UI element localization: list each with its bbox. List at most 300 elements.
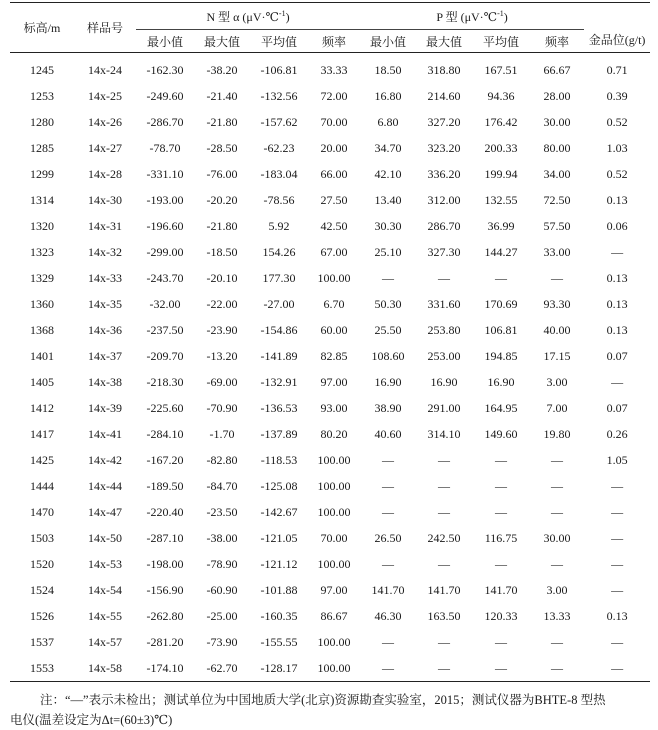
- header-sample: 样品号: [74, 3, 136, 53]
- cell-n-max: -73.90: [206, 634, 238, 649]
- cell-n-freq: 70.00: [320, 530, 348, 545]
- table-row: [10, 161, 650, 187]
- cell-n-avg: 5.92: [268, 218, 290, 233]
- cell-gold-grade: —: [611, 530, 624, 545]
- table-row: [10, 525, 650, 551]
- cell-n-min: -281.20: [146, 634, 184, 649]
- cell-n-max: -13.20: [206, 348, 238, 363]
- note-line-2: 电仪(温差设定为Δt=(60±3)℃): [10, 713, 173, 727]
- cell-p-min: —: [382, 504, 395, 519]
- cell-p-avg: 132.55: [484, 192, 518, 207]
- cell-gold-grade: —: [584, 655, 650, 682]
- cell-gold-grade: 0.07: [606, 400, 628, 415]
- cell-gold-grade: 0.71: [606, 62, 628, 77]
- cell-sample: 14x-25: [88, 88, 122, 103]
- cell-n-freq: 97.00: [320, 582, 348, 597]
- header-n-type: [136, 3, 360, 30]
- cell-n-min: -162.30: [146, 62, 184, 77]
- cell-p-freq: 33.00: [543, 244, 571, 259]
- cell-n-avg: -101.88: [260, 582, 298, 597]
- cell-p-max: 314.10: [427, 426, 461, 441]
- cell-elevation: 1320: [30, 218, 54, 233]
- cell-p-min: 50.30: [374, 296, 402, 311]
- cell-p-freq: 17.15: [543, 348, 571, 363]
- cell-n-freq: 86.67: [320, 608, 348, 623]
- cell-n-max: -60.90: [206, 582, 238, 597]
- cell-sample: 14x-35: [88, 296, 122, 311]
- cell-p-freq: 7.00: [546, 400, 568, 415]
- cell-elevation: 1368: [30, 322, 54, 337]
- cell-gold-grade: 0.13: [606, 608, 628, 623]
- cell-p-min: 16.80: [374, 88, 402, 103]
- cell-elevation: 1520: [30, 556, 54, 571]
- cell-p-freq: 30.00: [543, 114, 571, 129]
- cell-gold-grade: 0.13: [606, 270, 628, 285]
- cell-p-max: 253.80: [427, 322, 461, 337]
- cell-p-freq: 93.30: [543, 296, 571, 311]
- cell-n-max: -78.90: [206, 556, 238, 571]
- cell-sample: 14x-39: [88, 400, 122, 415]
- cell-n-freq: 100.00: [317, 270, 351, 285]
- cell-p-freq: 13.33: [543, 608, 571, 623]
- cell-elevation: 1524: [30, 582, 54, 597]
- cell-n-min: -78.70: [149, 140, 181, 155]
- cell-p-max: 16.90: [430, 374, 458, 389]
- cell-p-max: 336.20: [427, 166, 461, 181]
- cell-p-avg: 120.33: [484, 608, 518, 623]
- cell-n-min: -198.00: [146, 556, 184, 571]
- cell-n-freq: 67.00: [320, 244, 348, 259]
- cell-gold-grade: —: [611, 634, 624, 649]
- table-row: [10, 603, 650, 629]
- cell-n-avg: -121.12: [260, 556, 298, 571]
- cell-p-avg: —: [495, 556, 508, 571]
- cell-p-max: 318.80: [427, 62, 461, 77]
- cell-elevation: 1412: [30, 400, 54, 415]
- cell-n-avg: -62.23: [263, 140, 295, 155]
- table-row: [10, 421, 650, 447]
- cell-n-max: -18.50: [206, 244, 238, 259]
- cell-n-freq: 100.00: [308, 655, 360, 682]
- table-row: [10, 655, 650, 682]
- cell-p-avg: 94.36: [487, 88, 515, 103]
- cell-n-min: -243.70: [146, 270, 184, 285]
- cell-p-freq: 30.00: [543, 530, 571, 545]
- cell-sample: 14x-54: [88, 582, 122, 597]
- cell-n-max: -28.50: [206, 140, 238, 155]
- cell-p-max: 141.70: [427, 582, 461, 597]
- cell-n-avg: -137.89: [260, 426, 298, 441]
- cell-elevation: 1553: [10, 655, 74, 682]
- cell-n-avg: -157.62: [260, 114, 298, 129]
- cell-sample: 14x-57: [88, 634, 122, 649]
- cell-p-min: —: [382, 556, 395, 571]
- cell-n-avg: -27.00: [263, 296, 295, 311]
- cell-gold-grade: 0.39: [606, 88, 628, 103]
- cell-n-min: -189.50: [146, 478, 184, 493]
- table-row: [10, 629, 650, 655]
- cell-p-min: 40.60: [374, 426, 402, 441]
- cell-n-freq: 100.00: [317, 478, 351, 493]
- cell-n-freq: 82.85: [320, 348, 348, 363]
- cell-n-max: -62.70: [194, 655, 250, 682]
- cell-sample: 14x-24: [88, 62, 122, 77]
- cell-sample: 14x-41: [88, 426, 122, 441]
- cell-p-avg: 16.90: [487, 374, 515, 389]
- header-row-1: [10, 3, 650, 30]
- cell-gold-grade: 0.52: [606, 166, 628, 181]
- header-elevation: 标高/m: [10, 3, 74, 53]
- cell-p-min: —: [382, 478, 395, 493]
- cell-p-max: 327.30: [427, 244, 461, 259]
- cell-sample: 14x-30: [88, 192, 122, 207]
- cell-p-max: 242.50: [427, 530, 461, 545]
- table-row: [10, 499, 650, 525]
- cell-sample: 14x-36: [88, 322, 122, 337]
- cell-n-freq: 66.00: [320, 166, 348, 181]
- cell-n-freq: 42.50: [320, 218, 348, 233]
- cell-elevation: 1444: [30, 478, 54, 493]
- cell-n-freq: 6.70: [323, 296, 345, 311]
- cell-p-max: 323.20: [427, 140, 461, 155]
- cell-p-freq: —: [551, 478, 564, 493]
- cell-n-freq: 72.00: [320, 88, 348, 103]
- cell-gold-grade: 0.07: [606, 348, 628, 363]
- cell-p-avg: 199.94: [484, 166, 518, 181]
- cell-n-min: -209.70: [146, 348, 184, 363]
- cell-n-freq: 60.00: [320, 322, 348, 337]
- table-row: [10, 343, 650, 369]
- cell-p-max: 327.20: [427, 114, 461, 129]
- cell-n-freq: 27.50: [320, 192, 348, 207]
- cell-n-avg: -154.86: [260, 322, 298, 337]
- header-n-type-sup: -1: [278, 8, 286, 18]
- header-n-type-label: N 型 α (μV·℃: [206, 9, 279, 24]
- cell-n-avg: 177.30: [262, 270, 296, 285]
- cell-p-freq: —: [551, 270, 564, 285]
- cell-p-freq: —: [551, 504, 564, 519]
- cell-n-min: -218.30: [146, 374, 184, 389]
- cell-n-min: -262.80: [146, 608, 184, 623]
- cell-n-max: -69.00: [206, 374, 238, 389]
- cell-n-min: -167.20: [146, 452, 184, 467]
- cell-p-min: 42.10: [374, 166, 402, 181]
- cell-sample: 14x-53: [88, 556, 122, 571]
- cell-p-min: 18.50: [374, 62, 402, 77]
- cell-p-min: 141.70: [371, 582, 405, 597]
- cell-sample: 14x-33: [88, 270, 122, 285]
- table-row: [10, 551, 650, 577]
- header-p-type: [360, 3, 584, 30]
- cell-gold-grade: 0.26: [606, 426, 628, 441]
- cell-p-freq: 40.00: [543, 322, 571, 337]
- cell-p-freq: 80.00: [543, 140, 571, 155]
- cell-p-max: —: [438, 270, 451, 285]
- cell-gold-grade: 0.13: [606, 192, 628, 207]
- cell-gold-grade: 0.13: [606, 296, 628, 311]
- cell-n-max: -21.80: [206, 218, 238, 233]
- table-row: [10, 53, 650, 84]
- cell-n-max: -25.00: [206, 608, 238, 623]
- cell-n-max: -22.00: [206, 296, 238, 311]
- cell-n-max: -21.40: [206, 88, 238, 103]
- cell-n-min: -287.10: [146, 530, 184, 545]
- table-row: [10, 369, 650, 395]
- cell-gold-grade: —: [611, 478, 624, 493]
- header-p-freq: 频率: [530, 30, 584, 53]
- data-table-container: [10, 0, 650, 730]
- header-p-avg: 平均值: [472, 30, 530, 53]
- cell-n-min: -284.10: [146, 426, 184, 441]
- cell-elevation: 1299: [30, 166, 54, 181]
- cell-sample: 14x-58: [74, 655, 136, 682]
- table-row: [10, 239, 650, 265]
- cell-n-min: -156.90: [146, 582, 184, 597]
- cell-n-freq: 80.20: [320, 426, 348, 441]
- header-p-type-close: ): [503, 9, 508, 24]
- cell-elevation: 1329: [30, 270, 54, 285]
- cell-p-avg: 194.85: [484, 348, 518, 363]
- cell-elevation: 1360: [30, 296, 54, 311]
- table-row: [10, 135, 650, 161]
- cell-n-freq: 100.00: [317, 504, 351, 519]
- table-row: [10, 395, 650, 421]
- cell-elevation: 1285: [30, 140, 54, 155]
- cell-sample: 14x-38: [88, 374, 122, 389]
- table-row: [10, 317, 650, 343]
- cell-p-min: —: [382, 634, 395, 649]
- header-p-type-sup: -1: [497, 8, 504, 18]
- cell-n-max: -76.00: [206, 166, 238, 181]
- cell-p-avg: 170.69: [484, 296, 518, 311]
- cell-n-max: -84.70: [206, 478, 238, 493]
- cell-p-max: 253.00: [427, 348, 461, 363]
- cell-p-freq: —: [551, 452, 564, 467]
- cell-p-avg: 116.75: [484, 530, 518, 545]
- cell-n-avg: -183.04: [260, 166, 298, 181]
- cell-n-min: -237.50: [146, 322, 184, 337]
- cell-sample: 14x-31: [88, 218, 122, 233]
- table-row: [10, 577, 650, 603]
- cell-elevation: 1526: [30, 608, 54, 623]
- cell-p-min: 25.10: [374, 244, 402, 259]
- table-row: [10, 187, 650, 213]
- cell-n-max: -20.10: [206, 270, 238, 285]
- cell-p-min: 38.90: [374, 400, 402, 415]
- cell-elevation: 1323: [30, 244, 54, 259]
- cell-elevation: 1245: [30, 62, 54, 77]
- table-row: [10, 83, 650, 109]
- cell-gold-grade: 1.03: [606, 140, 628, 155]
- cell-n-avg: -160.35: [260, 608, 298, 623]
- cell-n-avg: -132.56: [260, 88, 298, 103]
- cell-elevation: 1401: [30, 348, 54, 363]
- cell-n-max: -23.50: [206, 504, 238, 519]
- cell-n-freq: 93.00: [320, 400, 348, 415]
- cell-gold-grade: —: [611, 504, 624, 519]
- cell-gold-grade: 0.06: [606, 218, 628, 233]
- cell-p-avg: —: [495, 634, 508, 649]
- cell-n-avg: -136.53: [260, 400, 298, 415]
- cell-p-freq: 28.00: [543, 88, 571, 103]
- cell-n-min: -225.60: [146, 400, 184, 415]
- cell-p-max: —: [438, 634, 451, 649]
- cell-p-avg: 149.60: [484, 426, 518, 441]
- cell-gold-grade: 1.05: [606, 452, 628, 467]
- thermoelectric-data-table: [10, 2, 650, 682]
- cell-elevation: 1470: [30, 504, 54, 519]
- cell-p-min: 25.50: [374, 322, 402, 337]
- cell-n-max: -38.00: [206, 530, 238, 545]
- cell-gold-grade: —: [611, 244, 624, 259]
- cell-p-freq: 19.80: [543, 426, 571, 441]
- cell-p-freq: 3.00: [546, 582, 568, 597]
- cell-p-min: 6.80: [377, 114, 399, 129]
- cell-p-min: —: [382, 452, 395, 467]
- cell-p-max: 312.00: [427, 192, 461, 207]
- cell-p-avg: 36.99: [487, 218, 515, 233]
- cell-p-freq: 3.00: [546, 374, 568, 389]
- cell-elevation: 1253: [30, 88, 54, 103]
- cell-sample: 14x-28: [88, 166, 122, 181]
- cell-p-avg: 176.42: [484, 114, 518, 129]
- cell-sample: 14x-26: [88, 114, 122, 129]
- cell-n-min: -299.00: [146, 244, 184, 259]
- table-row: [10, 291, 650, 317]
- cell-sample: 14x-50: [88, 530, 122, 545]
- cell-p-freq: —: [530, 655, 584, 682]
- cell-elevation: 1314: [30, 192, 54, 207]
- header-gold-grade: 金品位(g/t): [584, 3, 650, 53]
- cell-n-min: -331.10: [146, 166, 184, 181]
- cell-p-freq: 34.00: [543, 166, 571, 181]
- cell-n-avg: -125.08: [260, 478, 298, 493]
- table-row: [10, 473, 650, 499]
- cell-n-min: -193.00: [146, 192, 184, 207]
- cell-n-freq: 97.00: [320, 374, 348, 389]
- cell-elevation: 1405: [30, 374, 54, 389]
- cell-sample: 14x-37: [88, 348, 122, 363]
- cell-n-min: -249.60: [146, 88, 184, 103]
- cell-sample: 14x-47: [88, 504, 122, 519]
- cell-p-avg: 106.81: [484, 322, 518, 337]
- cell-elevation: 1537: [30, 634, 54, 649]
- cell-p-min: 46.30: [374, 608, 402, 623]
- cell-n-max: -70.90: [206, 400, 238, 415]
- cell-p-avg: —: [495, 478, 508, 493]
- cell-n-freq: 33.33: [320, 62, 348, 77]
- cell-sample: 14x-42: [88, 452, 122, 467]
- table-note: [10, 690, 650, 730]
- cell-p-min: 13.40: [374, 192, 402, 207]
- cell-n-avg: -155.55: [260, 634, 298, 649]
- cell-p-max: —: [438, 478, 451, 493]
- cell-n-max: -38.20: [206, 62, 238, 77]
- cell-p-freq: 66.67: [543, 62, 571, 77]
- cell-p-max: —: [416, 655, 472, 682]
- cell-p-max: 214.60: [427, 88, 461, 103]
- cell-sample: 14x-27: [88, 140, 122, 155]
- cell-sample: 14x-44: [88, 478, 122, 493]
- cell-p-max: 163.50: [427, 608, 461, 623]
- cell-n-max: -20.20: [206, 192, 238, 207]
- table-row: [10, 265, 650, 291]
- table-row: [10, 109, 650, 135]
- cell-n-max: -82.80: [206, 452, 238, 467]
- cell-n-freq: 100.00: [317, 452, 351, 467]
- header-n-type-close: ): [285, 9, 290, 24]
- cell-p-freq: —: [551, 634, 564, 649]
- cell-n-avg: -128.17: [250, 655, 308, 682]
- cell-elevation: 1425: [30, 452, 54, 467]
- cell-p-max: —: [438, 556, 451, 571]
- cell-n-avg: -121.05: [260, 530, 298, 545]
- cell-n-freq: 70.00: [320, 114, 348, 129]
- cell-gold-grade: 0.52: [606, 114, 628, 129]
- header-n-min: 最小值: [136, 30, 194, 53]
- header-p-min: 最小值: [360, 30, 416, 53]
- cell-p-avg: —: [495, 504, 508, 519]
- header-n-freq: 频率: [308, 30, 360, 53]
- cell-sample: 14x-55: [88, 608, 122, 623]
- header-n-avg: 平均值: [250, 30, 308, 53]
- cell-elevation: 1417: [30, 426, 54, 441]
- cell-n-avg: 154.26: [262, 244, 296, 259]
- cell-n-min: -196.60: [146, 218, 184, 233]
- cell-p-min: 26.50: [374, 530, 402, 545]
- cell-p-min: —: [360, 655, 416, 682]
- cell-n-freq: 100.00: [317, 556, 351, 571]
- cell-p-min: 16.90: [374, 374, 402, 389]
- cell-n-max: -21.80: [206, 114, 238, 129]
- note-line-1: 注：“—”表示未检出；测试单位为中国地质大学(北京)资源勘查实验室，2015；测试仪器为BHTE-8 型热: [40, 693, 606, 707]
- cell-elevation: 1280: [30, 114, 54, 129]
- cell-n-min: -286.70: [146, 114, 184, 129]
- cell-gold-grade: —: [611, 374, 624, 389]
- cell-n-max: -1.70: [209, 426, 235, 441]
- cell-p-avg: 141.70: [484, 582, 518, 597]
- cell-p-min: —: [382, 270, 395, 285]
- cell-n-avg: -141.89: [260, 348, 298, 363]
- cell-p-freq: 57.50: [543, 218, 571, 233]
- cell-n-min: -220.40: [146, 504, 184, 519]
- cell-p-max: —: [438, 452, 451, 467]
- cell-n-avg: -132.91: [260, 374, 298, 389]
- cell-n-freq: 20.00: [320, 140, 348, 155]
- cell-n-min: -32.00: [149, 296, 181, 311]
- cell-n-avg: -142.67: [260, 504, 298, 519]
- cell-p-freq: 72.50: [543, 192, 571, 207]
- cell-gold-grade: 0.13: [606, 322, 628, 337]
- cell-p-avg: —: [495, 270, 508, 285]
- cell-n-min: -174.10: [136, 655, 194, 682]
- cell-n-max: -23.90: [206, 322, 238, 337]
- cell-n-avg: -118.53: [260, 452, 298, 467]
- cell-gold-grade: —: [611, 582, 624, 597]
- header-n-max: 最大值: [194, 30, 250, 53]
- cell-elevation: 1503: [30, 530, 54, 545]
- cell-p-max: 286.70: [427, 218, 461, 233]
- cell-gold-grade: —: [611, 556, 624, 571]
- cell-p-freq: —: [551, 556, 564, 571]
- cell-n-freq: 100.00: [317, 634, 351, 649]
- header-p-type-label: P 型 (μV·℃: [436, 9, 498, 24]
- header-p-max: 最大值: [416, 30, 472, 53]
- cell-p-max: —: [438, 504, 451, 519]
- cell-p-min: 30.30: [374, 218, 402, 233]
- cell-p-avg: 167.51: [484, 62, 518, 77]
- cell-p-avg: 144.27: [484, 244, 518, 259]
